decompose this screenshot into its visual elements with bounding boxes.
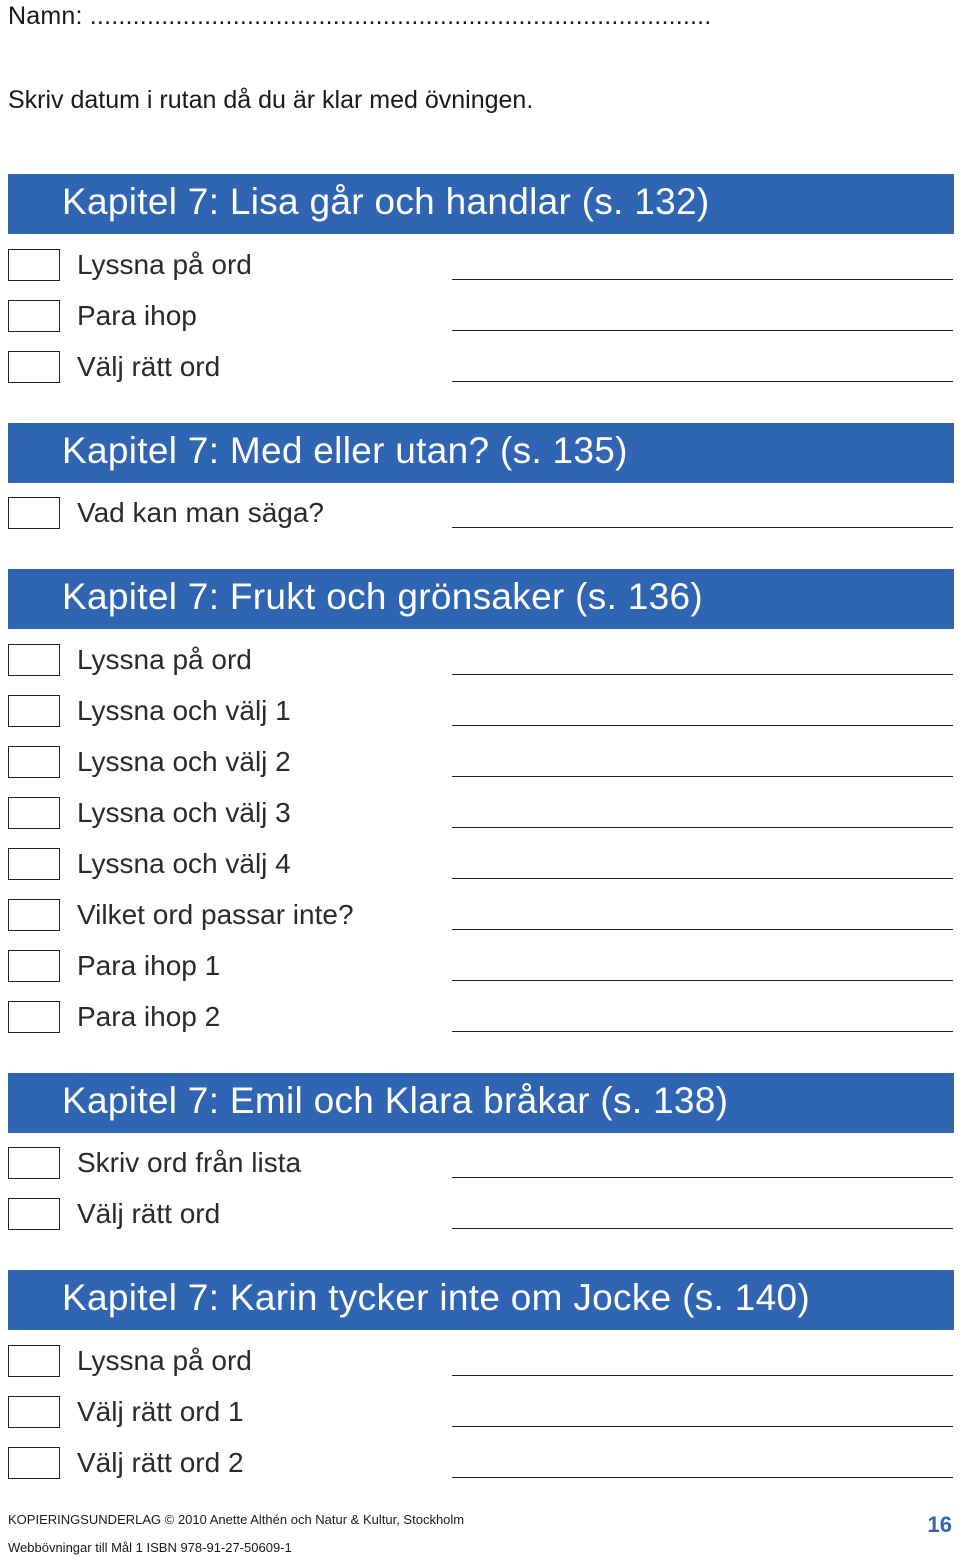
section-title: Kapitel 7: Frukt och grönsaker (s. 136) [62,576,703,617]
exercise-label: Lyssna på ord [77,249,252,280]
section-title: Kapitel 7: Emil och Klara bråkar (s. 138) [62,1080,729,1121]
section-title: Kapitel 7: Karin tycker inte om Jocke (s. 140) [62,1277,810,1318]
exercise-row [0,1447,960,1487]
exercise-label: Välj rätt ord 2 [77,1447,244,1478]
exercise-label: Lyssna och välj 1 [77,695,291,726]
section-header [8,423,954,483]
exercise-label: Para ihop [77,300,197,331]
date-box[interactable] [8,1345,60,1377]
section-title: Kapitel 7: Med eller utan? (s. 135) [62,430,628,471]
exercise-label: Lyssna och välj 3 [77,797,291,828]
name-field-label: Namn: ....................................................................................... [8,2,712,30]
section-title: Kapitel 7: Lisa går och handlar (s. 132) [62,181,710,222]
date-box[interactable] [8,300,60,332]
exercise-row [0,1147,960,1187]
section-header [8,1073,954,1133]
date-line[interactable] [452,827,953,828]
date-box[interactable] [8,351,60,383]
section-header [8,569,954,629]
date-box[interactable] [8,899,60,931]
exercise-row [0,1001,960,1041]
date-line[interactable] [452,929,953,930]
date-box[interactable] [8,1001,60,1033]
exercise-row [0,950,960,990]
book-info: Webbövningar till Mål 1 ISBN 978-91-27-50609-1 [8,1540,292,1555]
date-line[interactable] [452,330,953,331]
date-line[interactable] [452,381,953,382]
date-box[interactable] [8,695,60,727]
date-box[interactable] [8,797,60,829]
exercise-label: Välj rätt ord [77,351,221,382]
page-number: 16 [927,1512,952,1537]
date-line[interactable] [452,776,953,777]
date-box[interactable] [8,1198,60,1230]
date-line[interactable] [452,279,953,280]
date-line[interactable] [452,1031,953,1032]
date-box[interactable] [8,497,60,529]
date-box[interactable] [8,746,60,778]
exercise-row [0,797,960,837]
exercise-row [0,497,960,537]
date-box[interactable] [8,1396,60,1428]
date-line[interactable] [452,1177,953,1178]
exercise-row [0,1345,960,1385]
exercise-row [0,1198,960,1238]
date-line[interactable] [452,725,953,726]
exercise-label: Vilket ord passar inte? [77,899,354,930]
date-line[interactable] [452,878,953,879]
date-box[interactable] [8,644,60,676]
date-box[interactable] [8,1447,60,1479]
exercise-row [0,300,960,340]
copyright-text: KOPIERINGSUNDERLAG © 2010 Anette Althén och Natur & Kultur, Stockholm [8,1512,465,1527]
exercise-row [0,899,960,939]
date-box[interactable] [8,1147,60,1179]
exercise-label: Lyssna på ord [77,1345,252,1376]
section-header [8,1270,954,1330]
date-line[interactable] [452,1426,953,1427]
exercise-row [0,644,960,684]
exercise-label: Lyssna på ord [77,644,252,675]
exercise-label: Para ihop 1 [77,950,221,981]
exercise-label: Skriv ord från lista [77,1147,302,1178]
exercise-row [0,351,960,391]
exercise-label: Lyssna och välj 4 [77,848,291,879]
date-line[interactable] [452,980,953,981]
date-box[interactable] [8,249,60,281]
exercise-row [0,848,960,888]
exercise-label: Para ihop 2 [77,1001,221,1032]
date-line[interactable] [452,1375,953,1376]
date-line[interactable] [452,674,953,675]
exercise-label: Välj rätt ord [77,1198,221,1229]
instruction-text: Skriv datum i rutan då du är klar med övningen. [8,86,534,114]
exercise-label: Vad kan man säga? [77,497,324,528]
date-line[interactable] [452,1228,953,1229]
date-box[interactable] [8,848,60,880]
exercise-label: Välj rätt ord 1 [77,1396,244,1427]
exercise-row [0,746,960,786]
date-line[interactable] [452,1477,953,1478]
date-line[interactable] [452,527,953,528]
section-header [8,174,954,234]
exercise-row [0,249,960,289]
date-box[interactable] [8,950,60,982]
exercise-row [0,1396,960,1436]
exercise-row [0,695,960,735]
exercise-label: Lyssna och välj 2 [77,746,291,777]
